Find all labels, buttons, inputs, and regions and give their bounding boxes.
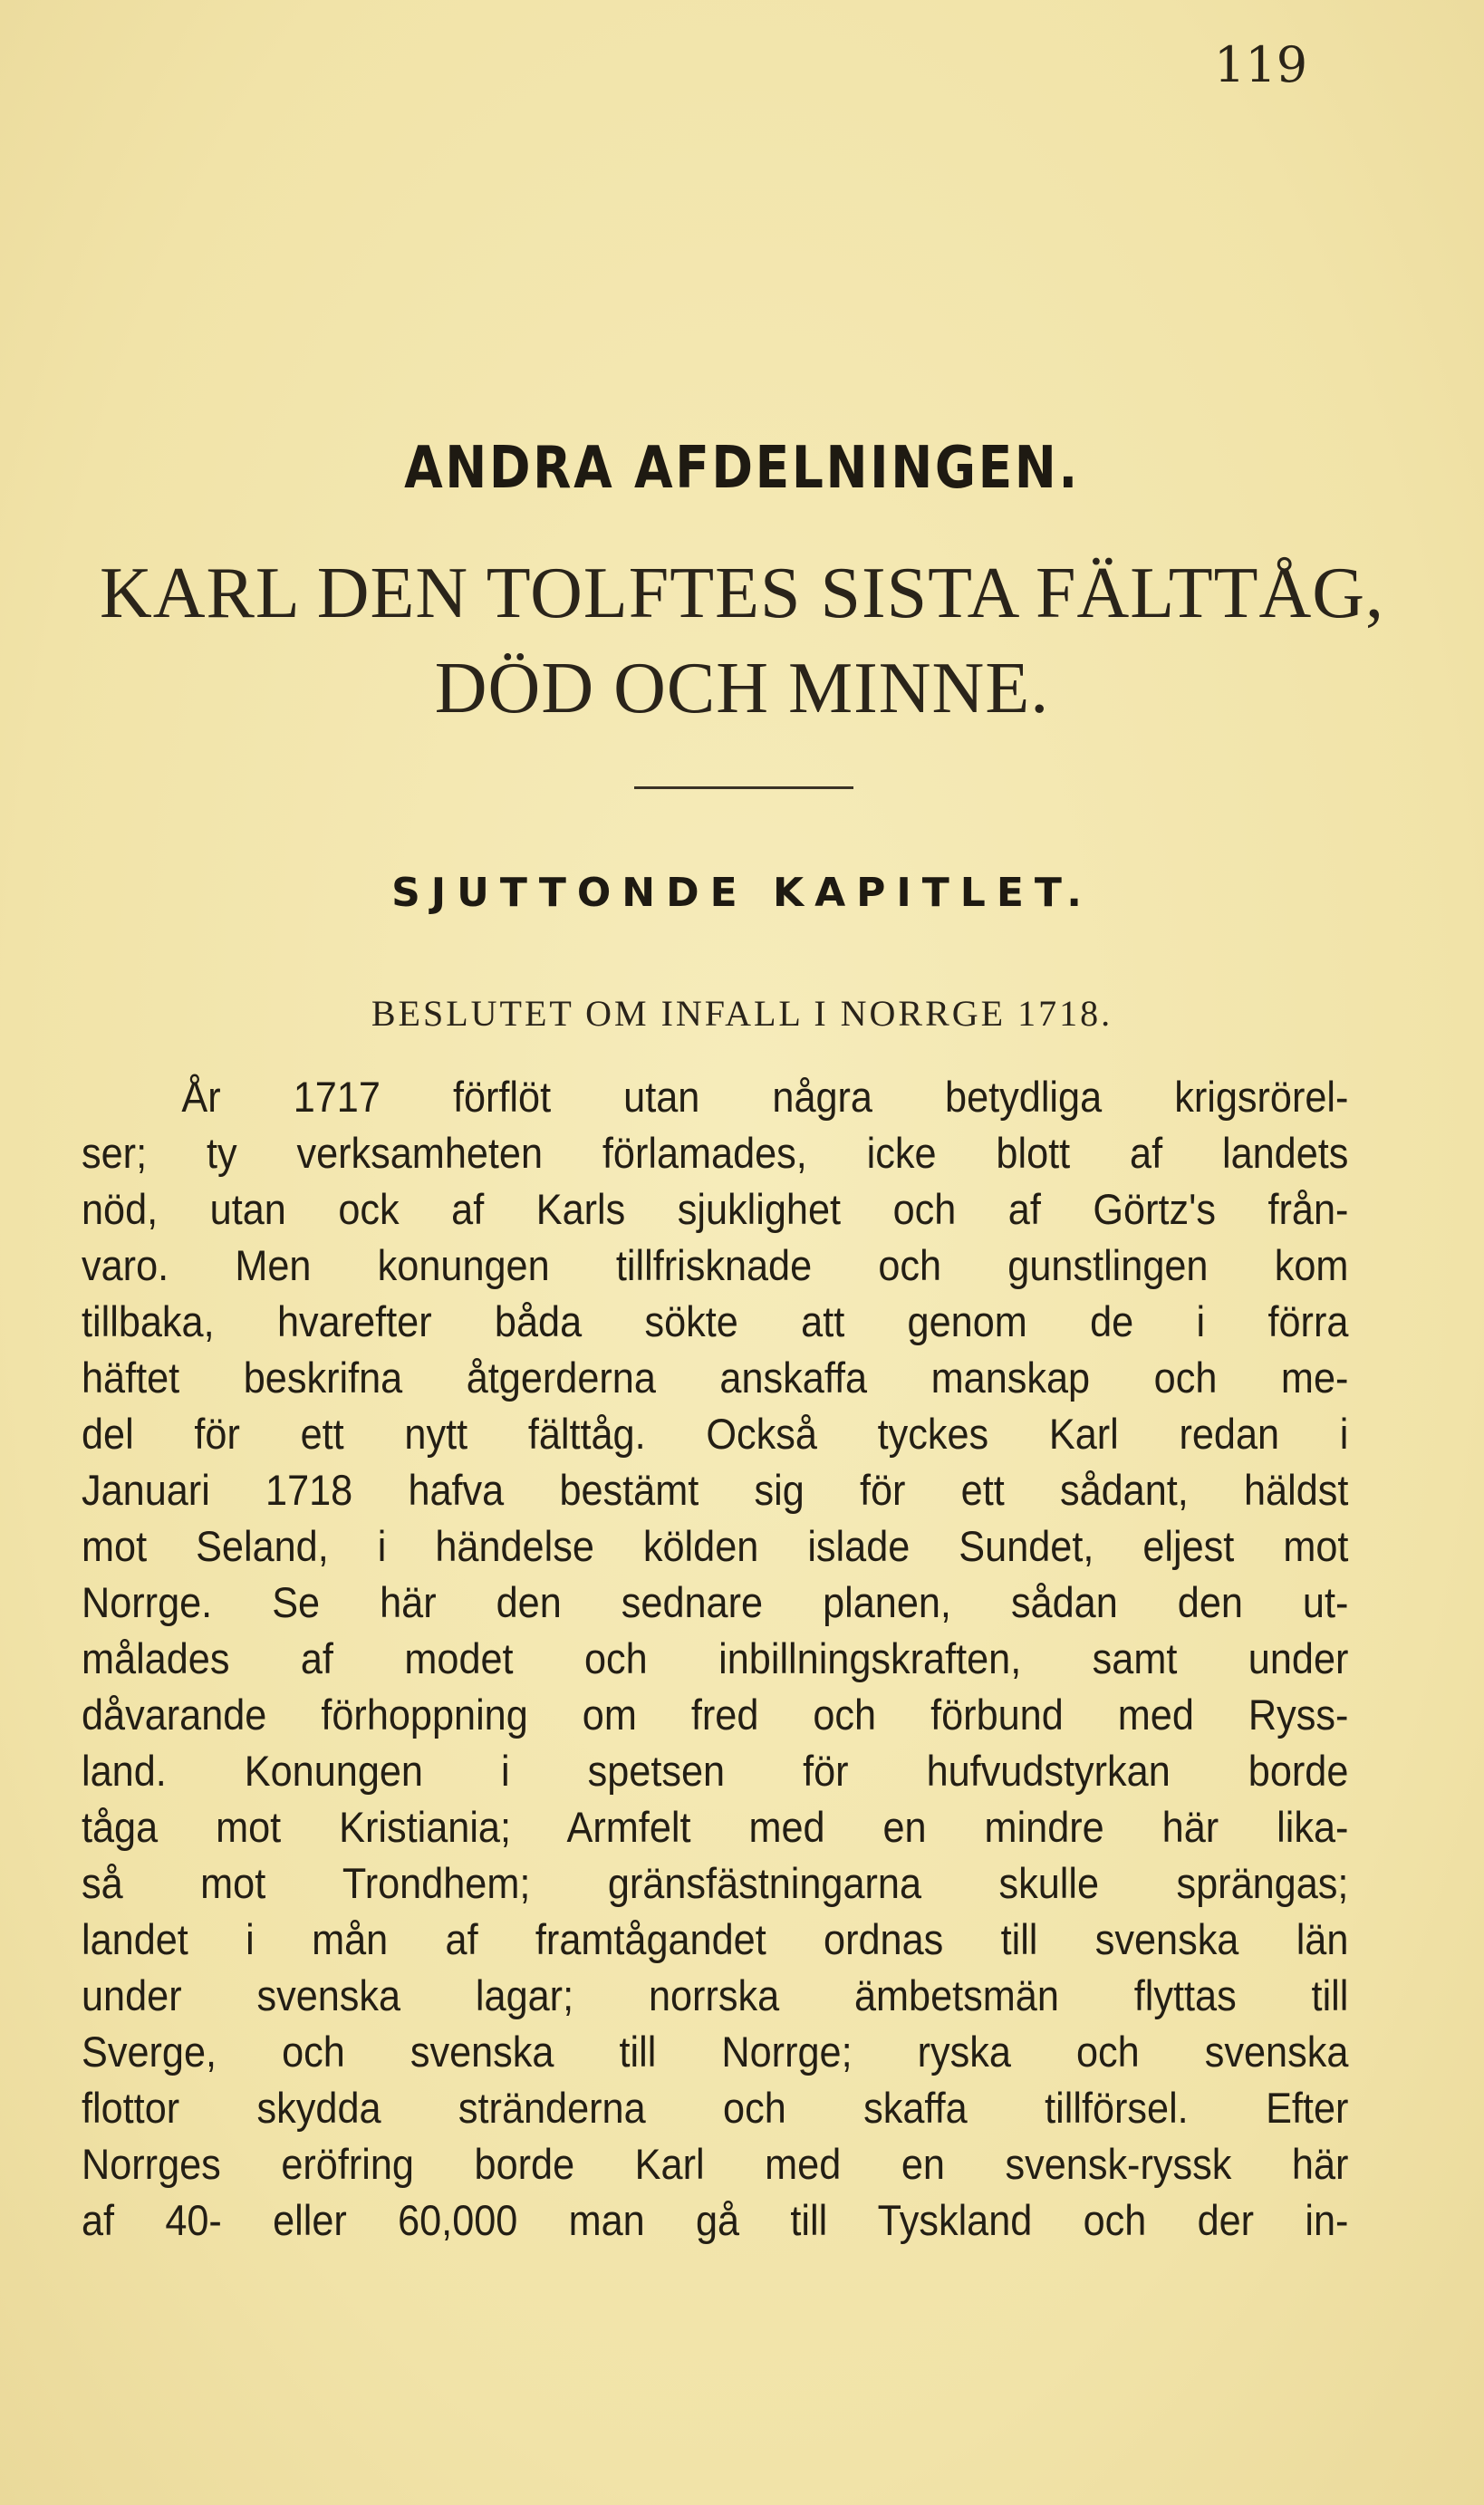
page-number: 119 [1214, 36, 1308, 93]
text-line: under svenska lagar; norrska ämbetsmän flyttas till [82, 1971, 1349, 2019]
text-line: tillbaka, hvarefter båda sökte att genom de i förra [82, 1297, 1349, 1345]
text-line: Norrges eröfring borde Karl med en svensk-ryssk här [82, 2140, 1349, 2188]
text-line: landet i mån af framtågandet ordnas till svenska län [82, 1915, 1349, 1963]
text-line: År 1717 förflöt utan några betydliga krigsrörel- [181, 1073, 1349, 1121]
text-line: målades af modet och inbillningskraften, samt under [82, 1634, 1349, 1682]
divider-rule [634, 786, 853, 789]
title-line-2: DÖD OCH MINNE. [434, 649, 1050, 728]
text-line: tåga mot Kristiania; Armfelt med en mindre här lika- [82, 1803, 1349, 1851]
text-line: flottor skydda stränderna och skaffa tillförsel. Efter [82, 2084, 1349, 2132]
chapter-heading: SJUTTONDE KAPITLET. [391, 870, 1093, 916]
text-line: dåvarande förhoppning om fred och förbund med Ryss- [82, 1691, 1349, 1739]
text-line: häftet beskrifna åtgerderna anskaffa manskap och me- [82, 1354, 1349, 1402]
text-line: Norrge. Se här den sednare planen, sådan den ut- [82, 1578, 1349, 1626]
text-line: varo. Men konungen tillfrisknade och gunstlingen kom [82, 1241, 1349, 1289]
text-line: ser; ty verksamheten förlamades, icke blott af landets [82, 1129, 1349, 1177]
body-text [82, 1069, 1350, 2249]
text-line: nöd, utan ock af Karls sjuklighet och af Görtz's från- [82, 1185, 1349, 1233]
chapter-subheading: BESLUTET OM INFALL I NORRGE 1718. [371, 993, 1113, 1034]
text-line: så mot Trondhem; gränsfästningarna skulle sprängas; [82, 1859, 1349, 1907]
title-line-1: KARL DEN TOLFTES SISTA FÄLTTÅG, [99, 554, 1385, 633]
text-line: del för ett nytt fälttåg. Också tyckes Karl redan i [82, 1410, 1349, 1458]
part-heading: ANDRA AFDELNINGEN. [404, 435, 1080, 502]
text-line: mot Seland, i händelse kölden islade Sundet, eljest mot [82, 1522, 1349, 1570]
text-line: Sverge, och svenska till Norrge; ryska och svenska [82, 2028, 1349, 2076]
text-line: land. Konungen i spetsen för hufvudstyrkan borde [82, 1747, 1349, 1795]
text-line: af 40- eller 60,000 man gå till Tyskland och der in- [82, 2196, 1349, 2244]
text-line: Januari 1718 hafva bestämt sig för ett sådant, häldst [82, 1466, 1349, 1514]
